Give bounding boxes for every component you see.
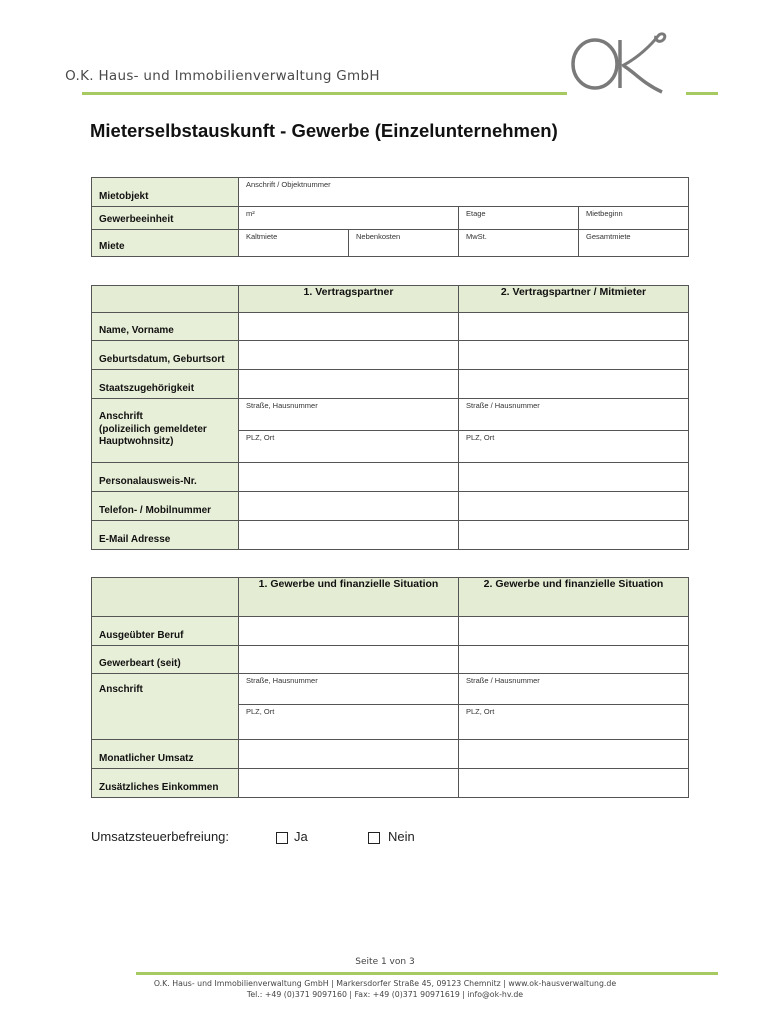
label-gewerbeeinheit: Gewerbeeinheit bbox=[92, 207, 239, 230]
plz-field-1[interactable]: PLZ, Ort bbox=[239, 431, 459, 463]
umsatz-field-1[interactable] bbox=[239, 740, 459, 769]
label-einkommen: Zusätzliches Einkommen bbox=[92, 769, 239, 798]
checkbox-ja[interactable] bbox=[276, 832, 288, 844]
label-name: Name, Vorname bbox=[92, 313, 239, 341]
partner-header-empty bbox=[92, 286, 239, 313]
business-col1-header: 1. Gewerbe und finanzielle Situation bbox=[239, 578, 459, 617]
partner-table bbox=[91, 285, 689, 550]
footer-contact: Tel.: +49 (0)371 9097160 | Fax: +49 (0)371 90971619 | info@ok-hv.de bbox=[246, 990, 524, 999]
einkommen-field-2[interactable] bbox=[459, 769, 689, 798]
name-field-2[interactable] bbox=[459, 313, 689, 341]
mietbeginn-field[interactable]: Mietbeginn bbox=[579, 207, 689, 230]
business-plz-field-1[interactable]: PLZ, Ort bbox=[239, 705, 459, 740]
mwst-field[interactable]: MwSt. bbox=[459, 230, 579, 257]
label-anschrift bbox=[92, 399, 239, 463]
footer-divider bbox=[136, 972, 718, 975]
email-field-1[interactable] bbox=[239, 521, 459, 550]
strasse-field-1[interactable]: Straße, Hausnummer bbox=[239, 399, 459, 431]
business-strasse-field-2[interactable]: Straße / Hausnummer bbox=[459, 674, 689, 705]
label-beruf: Ausgeübter Beruf bbox=[92, 617, 239, 646]
etage-field[interactable]: Etage bbox=[459, 207, 579, 230]
business-strasse-field-1[interactable]: Straße, Hausnummer bbox=[239, 674, 459, 705]
telefon-field-2[interactable] bbox=[459, 492, 689, 521]
label-mietobjekt: Mietobjekt bbox=[92, 178, 239, 207]
label-miete: Miete bbox=[92, 230, 239, 257]
beruf-field-2[interactable] bbox=[459, 617, 689, 646]
gesamtmiete-field[interactable]: Gesamtmiete bbox=[579, 230, 689, 257]
footer-address: O.K. Haus- und Immobilienverwaltung GmbH | Markersdorfer Straße 45, 09123 Chemnitz | www.ok-hausverwaltung.de bbox=[153, 979, 617, 988]
page-number: Seite 1 von 3 bbox=[355, 957, 415, 967]
partner-col2-header: 2. Vertragspartner / Mitmieter bbox=[459, 286, 689, 313]
object-table bbox=[91, 177, 689, 257]
label-ausweis: Personalausweis-Nr. bbox=[92, 463, 239, 492]
umsatz-field-2[interactable] bbox=[459, 740, 689, 769]
anschrift-line1: Anschrift bbox=[99, 411, 143, 422]
header-divider bbox=[82, 92, 567, 95]
checkbox-nein-label: Nein bbox=[388, 829, 415, 844]
name-field-1[interactable] bbox=[239, 313, 459, 341]
anschrift-field[interactable]: Anschrift / Objektnummer bbox=[239, 178, 689, 207]
anschrift-line3: Hauptwohnsitz) bbox=[99, 436, 174, 447]
ausweis-field-1[interactable] bbox=[239, 463, 459, 492]
ausweis-field-2[interactable] bbox=[459, 463, 689, 492]
checkbox-nein[interactable] bbox=[368, 832, 380, 844]
geburt-field-1[interactable] bbox=[239, 341, 459, 370]
checkbox-ja-label: Ja bbox=[294, 829, 308, 844]
label-telefon: Telefon- / Mobilnummer bbox=[92, 492, 239, 521]
label-geburt: Geburtsdatum, Geburtsort bbox=[92, 341, 239, 370]
email-field-2[interactable] bbox=[459, 521, 689, 550]
einkommen-field-1[interactable] bbox=[239, 769, 459, 798]
ok-logo-icon bbox=[568, 30, 680, 98]
staat-field-1[interactable] bbox=[239, 370, 459, 399]
geburt-field-2[interactable] bbox=[459, 341, 689, 370]
m2-field[interactable]: m² bbox=[239, 207, 459, 230]
nebenkosten-field[interactable]: Nebenkosten bbox=[349, 230, 459, 257]
gewerbeart-field-1[interactable] bbox=[239, 646, 459, 674]
plz-field-2[interactable]: PLZ, Ort bbox=[459, 431, 689, 463]
gewerbeart-field-2[interactable] bbox=[459, 646, 689, 674]
beruf-field-1[interactable] bbox=[239, 617, 459, 646]
page-title: Mieterselbstauskunft - Gewerbe (Einzelunternehmen) bbox=[90, 120, 558, 141]
partner-col1-header: 1. Vertragspartner bbox=[239, 286, 459, 313]
anschrift-line2: (polizeilich gemeldeter bbox=[99, 423, 207, 435]
business-plz-field-2[interactable]: PLZ, Ort bbox=[459, 705, 689, 740]
header-divider-right bbox=[686, 92, 718, 95]
company-name: O.K. Haus- und Immobilienverwaltung GmbH bbox=[65, 68, 380, 84]
label-business-anschrift: Anschrift bbox=[92, 674, 239, 740]
staat-field-2[interactable] bbox=[459, 370, 689, 399]
label-email: E-Mail Adresse bbox=[92, 521, 239, 550]
kaltmiete-field[interactable]: Kaltmiete bbox=[239, 230, 349, 257]
tax-exemption-label: Umsatzsteuerbefreiung: bbox=[91, 829, 230, 844]
telefon-field-1[interactable] bbox=[239, 492, 459, 521]
business-col2-header: 2. Gewerbe und finanzielle Situation bbox=[459, 578, 689, 617]
label-staat: Staatszugehörigkeit bbox=[92, 370, 239, 399]
business-table bbox=[91, 577, 689, 798]
label-gewerbeart: Gewerbeart (seit) bbox=[92, 646, 239, 674]
business-header-empty bbox=[92, 578, 239, 617]
label-umsatz: Monatlicher Umsatz bbox=[92, 740, 239, 769]
strasse-field-2[interactable]: Straße / Hausnummer bbox=[459, 399, 689, 431]
